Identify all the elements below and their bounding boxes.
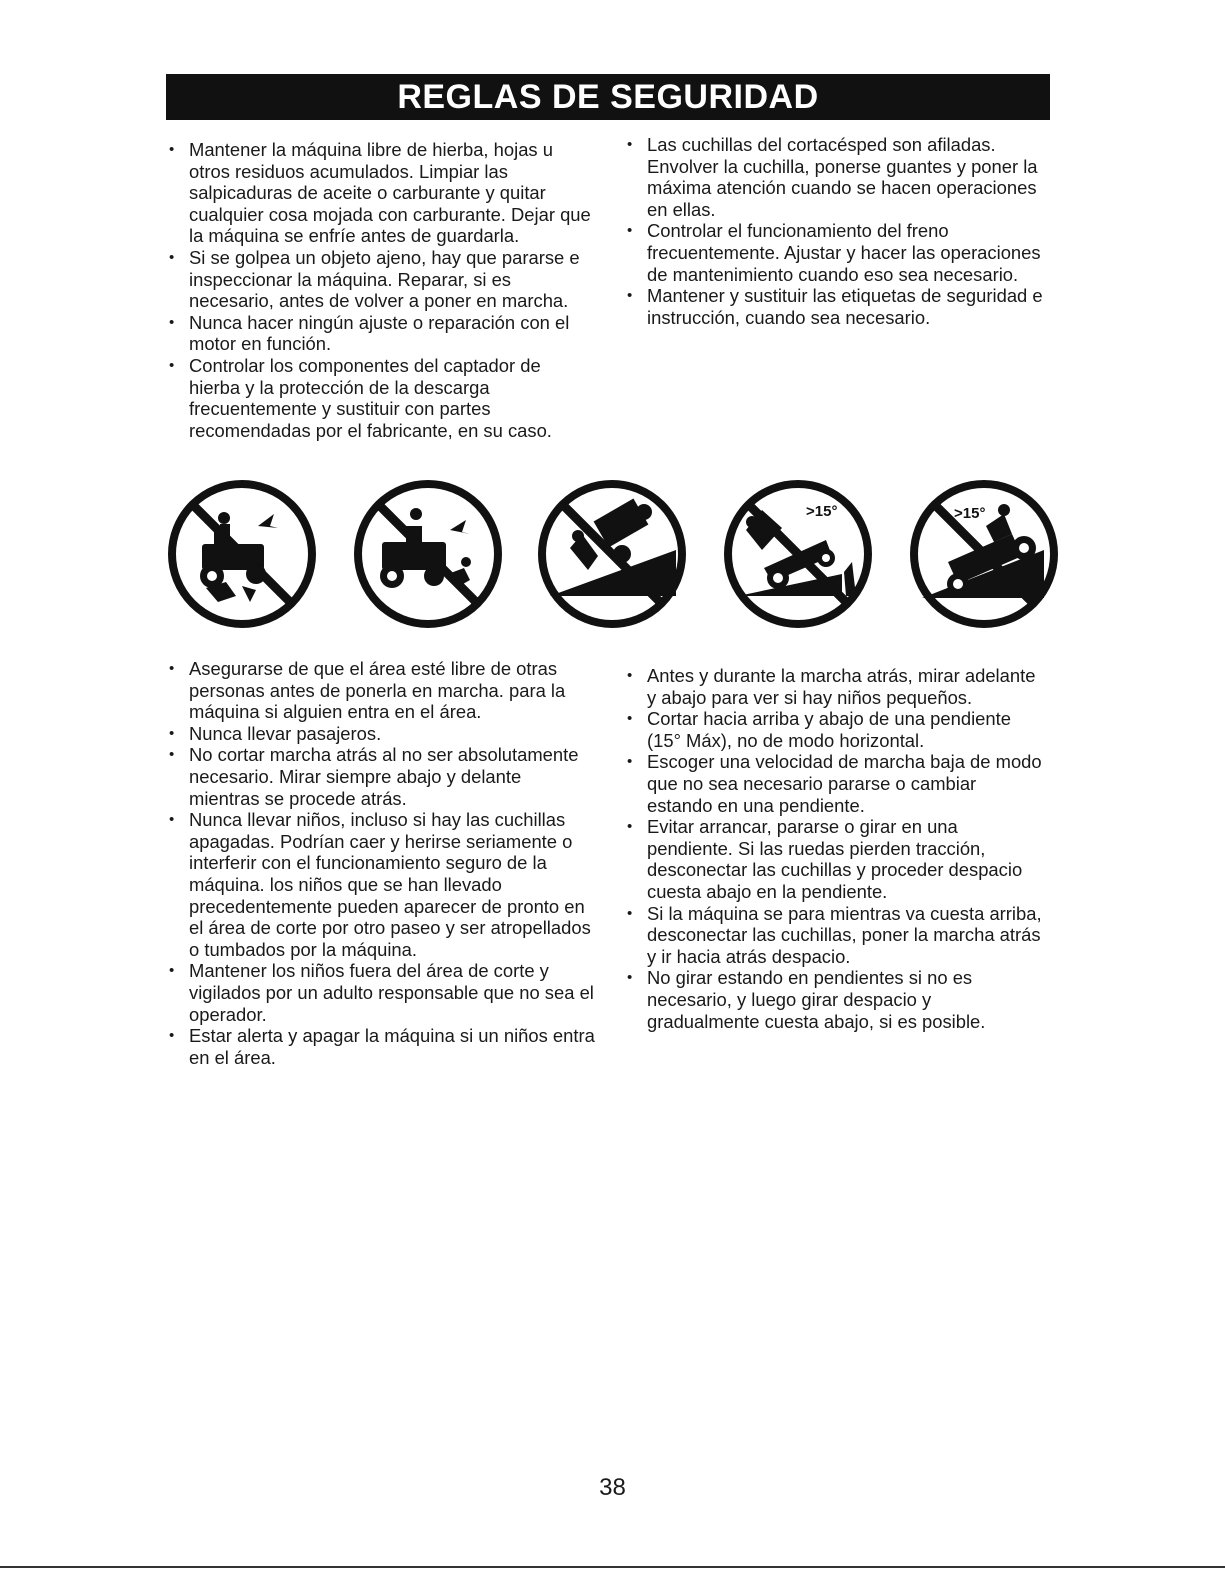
- list-item: • Controlar el funcionamiento del freno frecuentemente. Ajustar y hacer las operaciones de mantenimiento cuando eso sea necesario.: [624, 220, 1044, 285]
- page-title: REGLAS DE SEGURIDAD: [166, 74, 1050, 120]
- safety-rules-bottom-right: [624, 665, 1044, 1032]
- page-number: 38: [599, 1474, 626, 1501]
- slope-angle-label: >15°: [954, 505, 986, 522]
- no-reversing-over-child-icon: [352, 478, 504, 630]
- list-item: • Si se golpea un objeto ajeno, hay que pararse e inspeccionar la máquina. Reparar, si es necesario, antes de volver a poner en marcha.: [166, 247, 596, 312]
- list-item: • Mantener los niños fuera del área de corte y vigilados por un adulto responsable que no sea el operador.: [166, 960, 596, 1025]
- list-item: • Cortar hacia arriba y abajo de una pendiente (15° Máx), no de modo horizontal.: [624, 708, 1044, 751]
- list-item: • Evitar arrancar, pararse o girar en una pendiente. Si las ruedas pierden tracción, desconectar las cuchillas y proceder despacio cuesta abajo en la pendiente.: [624, 816, 1044, 902]
- safety-pictograms: [160, 478, 1060, 648]
- list-item: • Nunca llevar niños, incluso si hay las cuchillas apagadas. Podrían caer y herirse seriamente o interferir con el funcionamiento seguro de la máquina. los niños que se han llevado precedentemente pueden aparecer de pronto en el área de corte por otro paseo y ser atropellados o tumbados por la máquina.: [166, 809, 596, 960]
- list-item: • Nunca llevar pasajeros.: [166, 723, 596, 745]
- slope-angle-label: >15°: [806, 503, 838, 520]
- list-item: • Las cuchillas del cortacésped son afiladas. Envolver la cuchilla, ponerse guantes y poner la máxima atención cuando se hacen operaciones en ellas.: [624, 134, 1044, 220]
- list-item: • Estar alerta y apagar la máquina si un niños entra en el área.: [166, 1025, 596, 1068]
- list-item: • Nunca hacer ningún ajuste o reparación con el motor en función.: [166, 312, 596, 355]
- list-item: • Antes y durante la marcha atrás, mirar adelante y abajo para ver si hay niños pequeños.: [624, 665, 1044, 708]
- no-steep-slope-icon: [722, 478, 874, 630]
- list-item: • No cortar marcha atrás al no ser absolutamente necesario. Mirar siempre abajo y delante mientras se procede atrás.: [166, 744, 596, 809]
- no-sideways-slope-icon: [908, 478, 1060, 630]
- no-riding-toward-person-icon: [166, 478, 318, 630]
- list-item: • No girar estando en pendientes si no es necesario, y luego girar despacio y gradualmente cuesta abajo, si es posible.: [624, 967, 1044, 1032]
- list-item: • Si la máquina se para mientras va cuesta arriba, desconectar las cuchillas, poner la marcha atrás y ir hacia atrás despacio.: [624, 903, 1044, 968]
- list-item: • Mantener y sustituir las etiquetas de seguridad e instrucción, cuando sea necesario.: [624, 285, 1044, 328]
- list-item: • Controlar los componentes del captador de hierba y la protección de la descarga frecuentemente y sustituir con partes recomendadas por el fabricante, en su caso.: [166, 355, 596, 441]
- safety-rules-top-right: [624, 134, 1044, 328]
- list-item: • Mantener la máquina libre de hierba, hojas u otros residuos acumulados. Limpiar las salpicaduras de aceite o carburante y quitar cualquier cosa mojada con carburante. Dejar que la máquina se enfríe antes de guardarla.: [166, 139, 596, 247]
- list-item: • Asegurarse de que el área esté libre de otras personas antes de ponerla en marcha. para la máquina si alguien entra en el área.: [166, 658, 596, 723]
- safety-rules-bottom-left: [166, 658, 596, 1068]
- no-tip-over-slope-icon: [536, 478, 688, 630]
- safety-rules-top-left: [166, 139, 596, 441]
- footer-divider: [0, 1566, 1225, 1568]
- list-item: • Escoger una velocidad de marcha baja de modo que no sea necesario pararse o cambiar estando en una pendiente.: [624, 751, 1044, 816]
